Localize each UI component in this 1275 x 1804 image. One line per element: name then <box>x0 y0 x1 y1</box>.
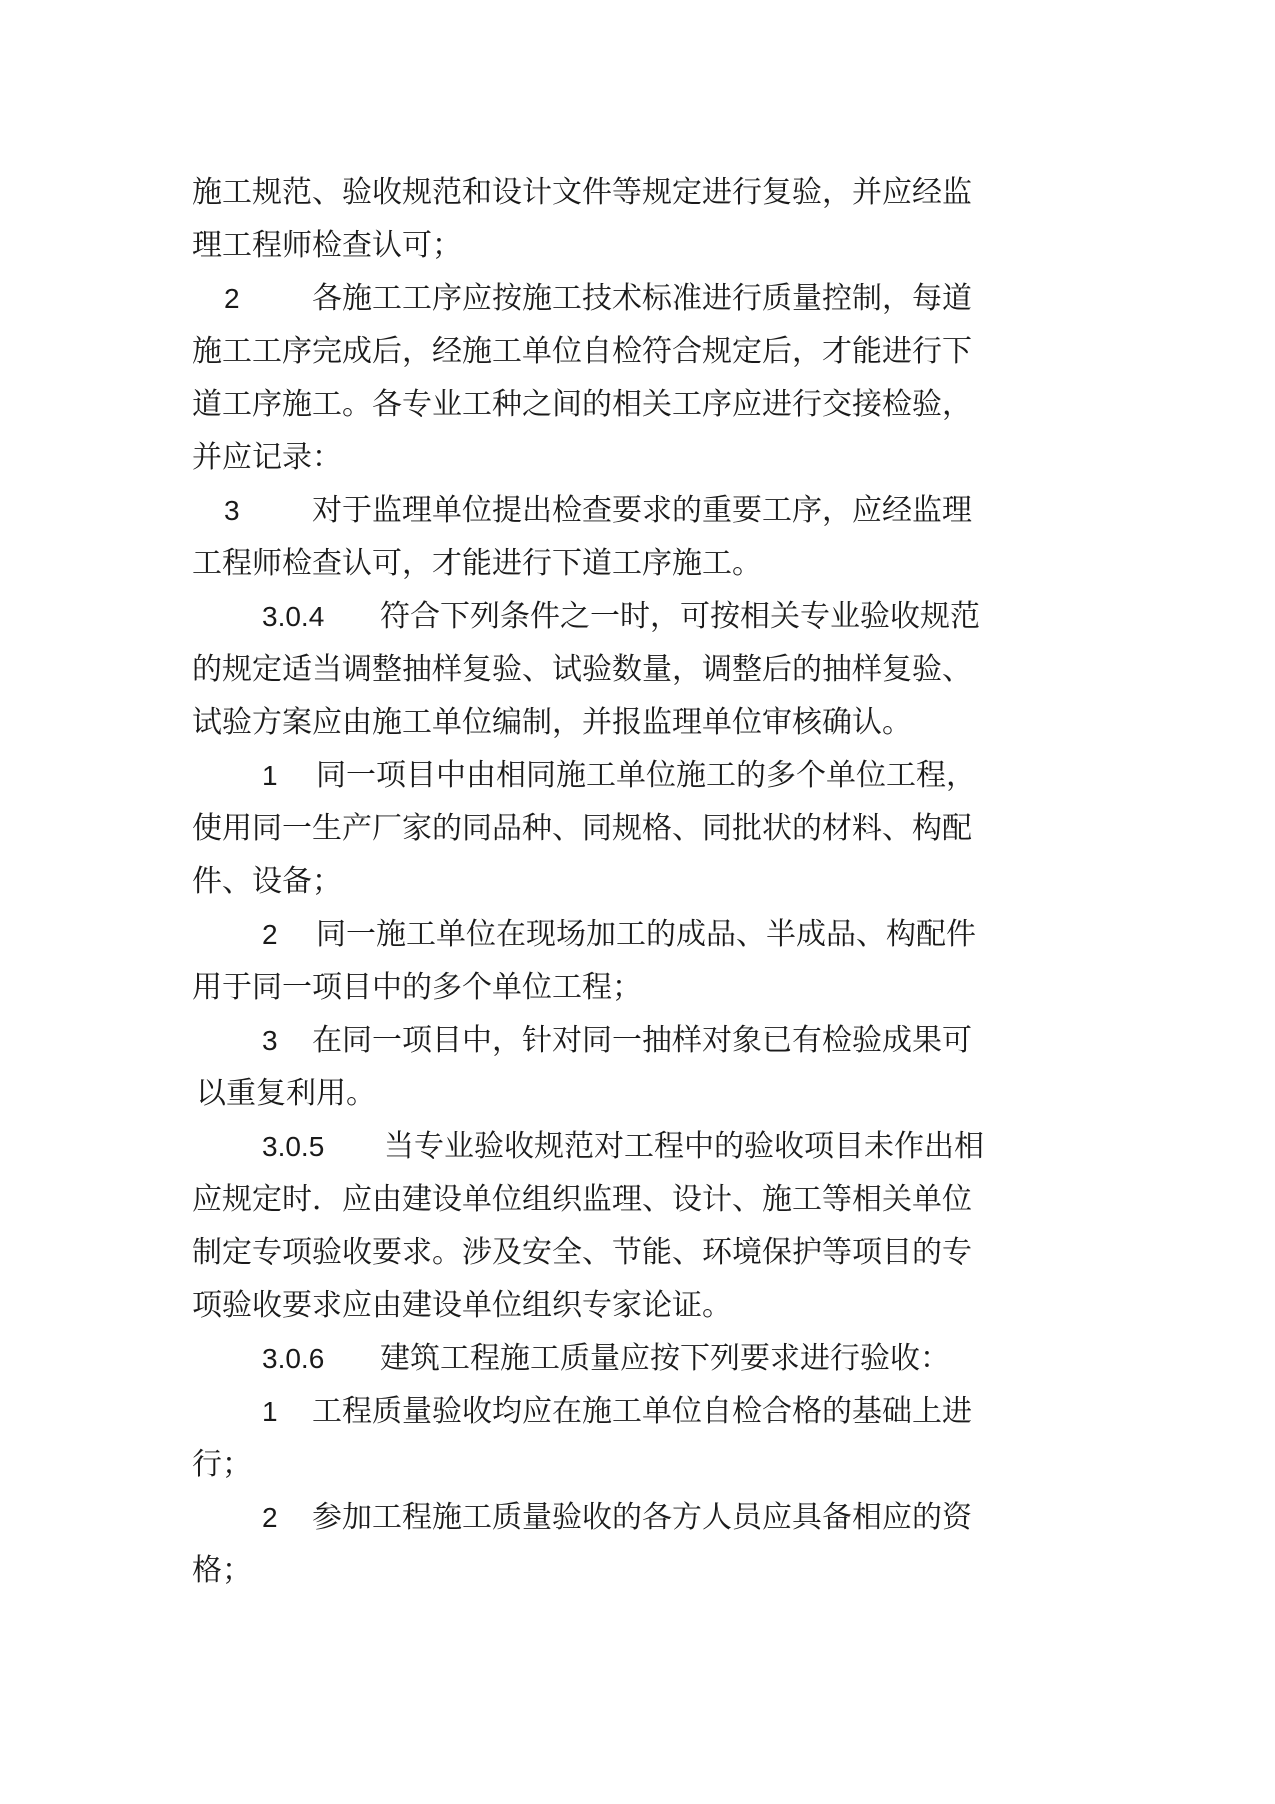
text-line: 同一项目中由相同施工单位施工的多个单位工程， <box>316 758 976 793</box>
text-line: 并应记录： <box>192 440 342 475</box>
text-line: 格； <box>192 1553 252 1588</box>
item-number: 1 <box>262 760 278 791</box>
item-number: 1 <box>262 1396 278 1427</box>
text-line: 当专业验收规范对工程中的验收项目未作出相 <box>384 1129 984 1164</box>
text-line: 符合下列条件之一时，可按相关专业验收规范 <box>380 599 980 634</box>
text-line: 行； <box>192 1447 252 1482</box>
text-line: 工程师检查认可，才能进行下道工序施工。 <box>192 546 762 581</box>
item-number: 3 <box>224 495 240 526</box>
text-line: 对于监理单位提出检查要求的重要工序，应经监理 <box>312 493 972 528</box>
text-line: 使用同一生产厂家的同品种、同规格、同批状的材料、构配 <box>192 811 972 846</box>
clause-number: 3.0.4 <box>262 601 325 632</box>
text-line: 各施工工序应按施工技术标准进行质量控制，每道 <box>312 281 972 316</box>
text-line: 件、设备； <box>192 864 342 899</box>
text-line: 施工工序完成后，经施工单位自检符合规定后，才能进行下 <box>192 334 972 369</box>
text-line: 工程质量验收均应在施工单位自检合格的基础上进 <box>312 1394 972 1429</box>
clause-number: 3.0.6 <box>262 1343 325 1374</box>
text-line: 在同一项目中，针对同一抽样对象已有检验成果可 <box>312 1023 972 1058</box>
text-line: 的规定适当调整抽样复验、试验数量，调整后的抽样复验、 <box>192 652 972 687</box>
text-line: 项验收要求应由建设单位组织专家论证。 <box>192 1288 732 1323</box>
text-line: 施工规范、验收规范和设计文件等规定进行复验，并应经监 <box>192 175 972 210</box>
text-line: 试验方案应由施工单位编制，并报监理单位审核确认。 <box>192 705 912 740</box>
text-line: 应规定时．应由建设单位组织监理、设计、施工等相关单位 <box>192 1182 972 1217</box>
text-line: 以重复利用。 <box>196 1076 376 1111</box>
text-line: 用于同一项目中的多个单位工程； <box>192 970 642 1005</box>
text-line: 道工序施工。各专业工种之间的相关工序应进行交接检验， <box>192 387 972 422</box>
clause-number: 3.0.5 <box>262 1131 325 1162</box>
text-line: 建筑工程施工质量应按下列要求进行验收： <box>380 1341 950 1376</box>
item-number: 2 <box>224 283 240 314</box>
text-line: 同一施工单位在现场加工的成品、半成品、构配件 <box>316 917 976 952</box>
text-line: 参加工程施工质量验收的各方人员应具备相应的资 <box>312 1500 972 1535</box>
item-number: 2 <box>262 1502 278 1533</box>
text-line: 理工程师检查认可； <box>192 228 462 263</box>
item-number: 3 <box>262 1025 278 1056</box>
text-line: 制定专项验收要求。涉及安全、节能、环境保护等项目的专 <box>192 1235 972 1270</box>
item-number: 2 <box>262 919 278 950</box>
